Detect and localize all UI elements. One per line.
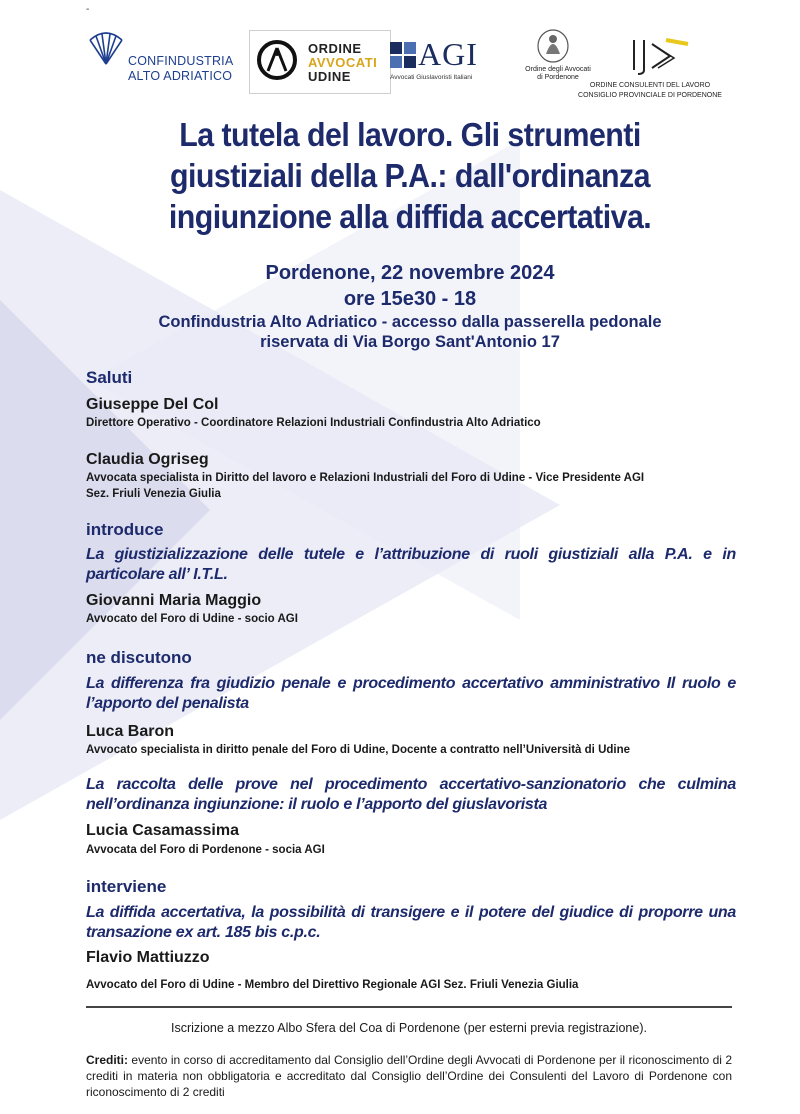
speaker-name: Lucia Casamassima <box>86 822 239 839</box>
oap-line1: Ordine degli Avvocati <box>525 66 591 73</box>
saluti-heading: Saluti <box>86 368 133 387</box>
event-title <box>88 114 732 237</box>
consulenti-mark-icon <box>630 34 692 78</box>
seal-icon <box>532 28 574 64</box>
agi-logo <box>390 36 500 86</box>
confindustria-logo <box>86 30 236 82</box>
speaker-role: Sez. Friuli Venezia Giulia <box>86 488 221 500</box>
speaker-name: Flavio Mattiuzzo <box>86 949 210 966</box>
speaker-name: Giuseppe Del Col <box>86 396 219 413</box>
shell-icon <box>86 30 126 68</box>
speaker-role: Direttore Operativo - Coordinatore Relazioni Industriali Confindustria Alto Adriatico <box>86 417 541 429</box>
ordine-consulenti-logo <box>570 34 730 114</box>
speaker-name: Giovanni Maria Maggio <box>86 592 262 609</box>
registration-note: Iscrizione a mezzo Albo Sfera del Coa di Pordenone (per esterni previa registrazione). <box>171 1021 647 1035</box>
agi-grid-icon <box>390 42 416 68</box>
speaker-name: Claudia Ogriseg <box>86 451 209 468</box>
credits-text: evento in corso di accreditamento dal Consiglio dell’Ordine degli Avvocati di Pordenone per il riconoscimento di 2 crediti in materia non obbligatoria e accreditato dal Consiglio dell’Ordine dei Consulenti del Lavoro di Pordenone con riconoscimento di 2 crediti <box>86 1053 732 1099</box>
speaker-role: Avvocata specialista in Diritto del lavoro e Relazioni Industriali del Foro di Udine - Vice Presidente AGI <box>86 472 645 484</box>
speaker-role: Avvocato del Foro di Udine - socio AGI <box>86 613 298 625</box>
aou-line2: AVVOCATI <box>308 55 378 70</box>
speaker-role: Avvocato specialista in diritto penale del Foro di Udine, Docente a contratto nell’Università di Udine <box>86 744 631 756</box>
discutono-heading: ne discutono <box>86 648 192 667</box>
confindustria-line2: ALTO ADRIATICO <box>128 69 233 83</box>
talk-topic: La differenza fra giudizio penale e procedimento accertativo amministrativo Il ruolo e l’apporto del penalista <box>86 675 736 712</box>
ocl-line1: ORDINE CONSULENTI DEL LAVORO <box>589 82 711 89</box>
agi-mark: AGI <box>418 36 478 72</box>
event-date: Pordenone, 22 novembre 2024 <box>265 262 555 284</box>
event-time: ore 15e30 - 18 <box>343 288 477 310</box>
speaker-name: Luca Baron <box>86 723 175 740</box>
talk-topic: La diffida accertativa, la possibilità di transigere e il potere del giudice di proporre una transazione ex art. 185 bis c.p.c. <box>86 904 736 941</box>
agi-subtitle: Avvocati Giuslavoristi Italiani <box>390 74 473 81</box>
venue-line2: riservata di Via Borgo Sant'Antonio 17 <box>260 333 560 351</box>
speaker-role: Avvocata del Foro di Pordenone - socia AGI <box>86 844 325 856</box>
title-line1: La tutela del lavoro. Gli strumenti <box>179 116 641 153</box>
interviene-heading: interviene <box>86 877 167 896</box>
confindustria-line1: CONFINDUSTRIA <box>128 54 234 68</box>
aou-line3: UDINE <box>308 69 351 84</box>
title-line2: giustiziali della P.A.: dall'ordinanza <box>170 157 650 194</box>
footer-divider <box>86 1006 732 1008</box>
talk-topic: La raccolta delle prove nel procedimento accertativo-sanzionatorio che culmina nell’ordinanza ingiunzione: il ruolo e l’apporto del giuslavorista <box>86 776 736 813</box>
venue-line1: Confindustria Alto Adriatico - accesso dalla passerella pedonale <box>158 313 662 331</box>
ring-icon <box>256 39 298 81</box>
ordine-avvocati-udine-logo <box>249 30 391 94</box>
credits-label: Crediti: <box>86 1053 128 1067</box>
aou-line1: ORDINE <box>308 41 362 56</box>
introduce-heading: introduce <box>86 520 164 539</box>
speaker-role: Avvocato del Foro di Udine - Membro del Direttivo Regionale AGI Sez. Friuli Venezia Giulia <box>86 979 579 991</box>
ocl-line2: CONSIGLIO PROVINCIALE DI PORDENONE <box>578 92 722 99</box>
oap-line2: di Pordenone <box>537 74 579 81</box>
top-dash: - <box>86 4 90 15</box>
talk-topic: La giustizializzazione delle tutele e l’attribuzione di ruoli giustiziali alla P.A. e in particolare all’ I.T.L. <box>86 546 736 583</box>
title-line3: ingiunzione alla diffida accertativa. <box>168 198 652 235</box>
credits-note <box>86 1052 732 1100</box>
